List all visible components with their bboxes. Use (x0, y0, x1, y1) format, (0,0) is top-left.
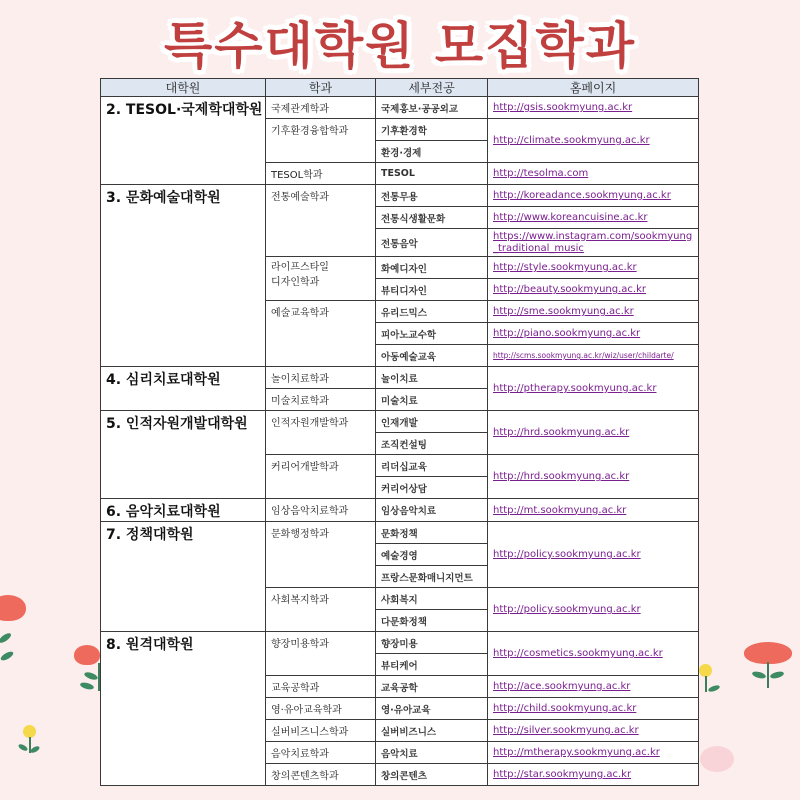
department-name-line2: 디자인학과 (271, 277, 320, 288)
homepage-cell (488, 632, 699, 676)
major-name: 뷰티케어 (376, 654, 488, 676)
department-name: 놀이치료학과 (266, 367, 376, 389)
major-name: 화예디자인 (376, 257, 488, 279)
homepage-cell (488, 163, 699, 185)
table-row (101, 367, 699, 389)
major-name: 놀이치료 (376, 367, 488, 389)
major-name: 프랑스문화매니지먼트 (376, 566, 488, 588)
header-major: 세부전공 (376, 79, 488, 97)
graduate-school-name: 2. TESOL·국제학대학원 (101, 97, 266, 185)
major-name: 예술경영 (376, 544, 488, 566)
homepage-link[interactable]: http://hrd.sookmyung.ac.kr (493, 471, 630, 482)
department-name: 임상음악치료학과 (266, 499, 376, 522)
major-name: 전통음악 (376, 229, 488, 257)
tulip-icon (744, 642, 794, 692)
homepage-cell (488, 229, 699, 257)
homepage-cell (488, 97, 699, 119)
major-name: 실버비즈니스 (376, 720, 488, 742)
homepage-cell (488, 345, 699, 367)
department-name: 전통예술학과 (266, 185, 376, 257)
major-name: 미술치료 (376, 389, 488, 411)
graduate-school-name: 5. 인적자원개발대학원 (101, 411, 266, 499)
flower-icon (0, 595, 30, 675)
homepage-link[interactable]: http://style.sookmyung.ac.kr (493, 262, 637, 273)
graduate-school-name: 3. 문화예술대학원 (101, 185, 266, 367)
major-name: 문화정책 (376, 522, 488, 544)
table-row (101, 97, 699, 119)
homepage-link[interactable]: http://koreadance.sookmyung.ac.kr (493, 190, 671, 201)
homepage-cell (488, 411, 699, 455)
homepage-link[interactable]: http://tesolma.com (493, 168, 589, 179)
tulip-icon (74, 645, 100, 695)
yellow-flower-icon (18, 725, 42, 759)
department-name: 문화행정학과 (266, 522, 376, 588)
major-name: 뷰티디자인 (376, 279, 488, 301)
department-name: 음악치료학과 (266, 742, 376, 764)
homepage-cell (488, 119, 699, 163)
homepage-link[interactable]: http://child.sookmyung.ac.kr (493, 703, 637, 714)
major-name: 인재개발 (376, 411, 488, 433)
table-row (101, 522, 699, 544)
major-name: 피아노교수학 (376, 323, 488, 345)
homepage-cell (488, 301, 699, 323)
major-name: 다문화정책 (376, 610, 488, 632)
department-name: 창의콘텐츠학과 (266, 764, 376, 786)
department-name: TESOL학과 (266, 163, 376, 185)
major-name: 음악치료 (376, 742, 488, 764)
homepage-link[interactable]: http://policy.sookmyung.ac.kr (493, 604, 641, 615)
department-name: 기후환경융합학과 (266, 119, 376, 163)
major-name: 국제홍보·공공외교 (376, 97, 488, 119)
table-header-row (101, 79, 699, 97)
header-department: 학과 (266, 79, 376, 97)
major-name: TESOL (376, 163, 488, 185)
department-name (266, 257, 376, 301)
homepage-link[interactable]: http://policy.sookmyung.ac.kr (493, 549, 641, 560)
major-name: 커리어상담 (376, 477, 488, 499)
homepage-cell (488, 499, 699, 522)
major-name: 아동예술교육 (376, 345, 488, 367)
homepage-cell (488, 185, 699, 207)
major-name: 영·유아교육 (376, 698, 488, 720)
homepage-cell (488, 742, 699, 764)
department-name: 실버비즈니스학과 (266, 720, 376, 742)
homepage-link[interactable]: http://scms.sookmyung.ac.kr/wiz/user/childarte/ (493, 351, 674, 360)
homepage-link[interactable]: http://cosmetics.sookmyung.ac.kr (493, 648, 663, 659)
homepage-cell (488, 676, 699, 698)
table-row (101, 632, 699, 654)
department-name-line1: 라이프스타일 (271, 262, 329, 273)
homepage-cell (488, 279, 699, 301)
homepage-cell (488, 764, 699, 786)
major-name: 전통식생활문화 (376, 207, 488, 229)
homepage-cell (488, 698, 699, 720)
major-name: 사회복지 (376, 588, 488, 610)
homepage-link[interactable]: http://star.sookmyung.ac.kr (493, 769, 632, 780)
homepage-link[interactable]: http://silver.sookmyung.ac.kr (493, 725, 639, 736)
department-name: 영·유아교육학과 (266, 698, 376, 720)
homepage-cell (488, 257, 699, 279)
homepage-link[interactable]: https://www.instagram.com/sookmyung_traditional_music (493, 230, 693, 254)
homepage-link[interactable]: http://mt.sookmyung.ac.kr (493, 504, 627, 516)
homepage-cell (488, 455, 699, 499)
homepage-link[interactable]: http://ptherapy.sookmyung.ac.kr (493, 383, 657, 394)
major-name: 향장미용 (376, 632, 488, 654)
homepage-cell (488, 323, 699, 345)
homepage-link[interactable]: http://mtherapy.sookmyung.ac.kr (493, 747, 660, 758)
department-name: 향장미용학과 (266, 632, 376, 676)
department-name: 국제관계학과 (266, 97, 376, 119)
graduate-school-name: 6. 음악치료대학원 (101, 499, 266, 522)
table-row (101, 411, 699, 433)
homepage-cell (488, 720, 699, 742)
homepage-link[interactable]: http://gsis.sookmyung.ac.kr (493, 102, 633, 113)
homepage-link[interactable]: http://www.koreancuisine.ac.kr (493, 212, 648, 223)
major-name: 리더십교육 (376, 455, 488, 477)
major-name: 창의콘텐츠 (376, 764, 488, 786)
major-name: 교육공학 (376, 676, 488, 698)
graduate-school-name: 7. 정책대학원 (101, 522, 266, 632)
department-name: 인적자원개발학과 (266, 411, 376, 455)
major-name: 임상음악치료 (376, 499, 488, 522)
homepage-cell (488, 588, 699, 632)
homepage-link[interactable]: http://ace.sookmyung.ac.kr (493, 681, 631, 692)
department-name: 커리어개발학과 (266, 455, 376, 499)
homepage-link[interactable]: http://hrd.sookmyung.ac.kr (493, 427, 630, 438)
page-title: 특수대학원 모집학과 (163, 17, 637, 75)
graduate-school-name: 8. 원격대학원 (101, 632, 266, 786)
header-graduate-school: 대학원 (101, 79, 266, 97)
department-name: 교육공학과 (266, 676, 376, 698)
major-name: 조직컨설팅 (376, 433, 488, 455)
departments-table (100, 78, 699, 786)
department-name: 예술교육학과 (266, 301, 376, 367)
homepage-link[interactable]: http://climate.sookmyung.ac.kr (493, 135, 650, 146)
table-row (101, 499, 699, 522)
homepage-cell (488, 522, 699, 588)
homepage-link[interactable]: http://beauty.sookmyung.ac.kr (493, 284, 646, 295)
major-name: 전통무용 (376, 185, 488, 207)
decorative-blob (700, 746, 734, 772)
yellow-flower-icon (698, 664, 724, 696)
header-homepage: 홈페이지 (488, 79, 699, 97)
homepage-cell (488, 367, 699, 411)
major-name: 유리드믹스 (376, 301, 488, 323)
major-name: 기후환경학 (376, 119, 488, 141)
major-name: 환경·경제 (376, 141, 488, 163)
graduate-school-name: 4. 심리치료대학원 (101, 367, 266, 411)
homepage-link[interactable]: http://sme.sookmyung.ac.kr (493, 306, 634, 317)
homepage-cell (488, 207, 699, 229)
table-row (101, 185, 699, 207)
department-name: 사회복지학과 (266, 588, 376, 632)
department-name: 미술치료학과 (266, 389, 376, 411)
homepage-link[interactable]: http://piano.sookmyung.ac.kr (493, 328, 641, 339)
